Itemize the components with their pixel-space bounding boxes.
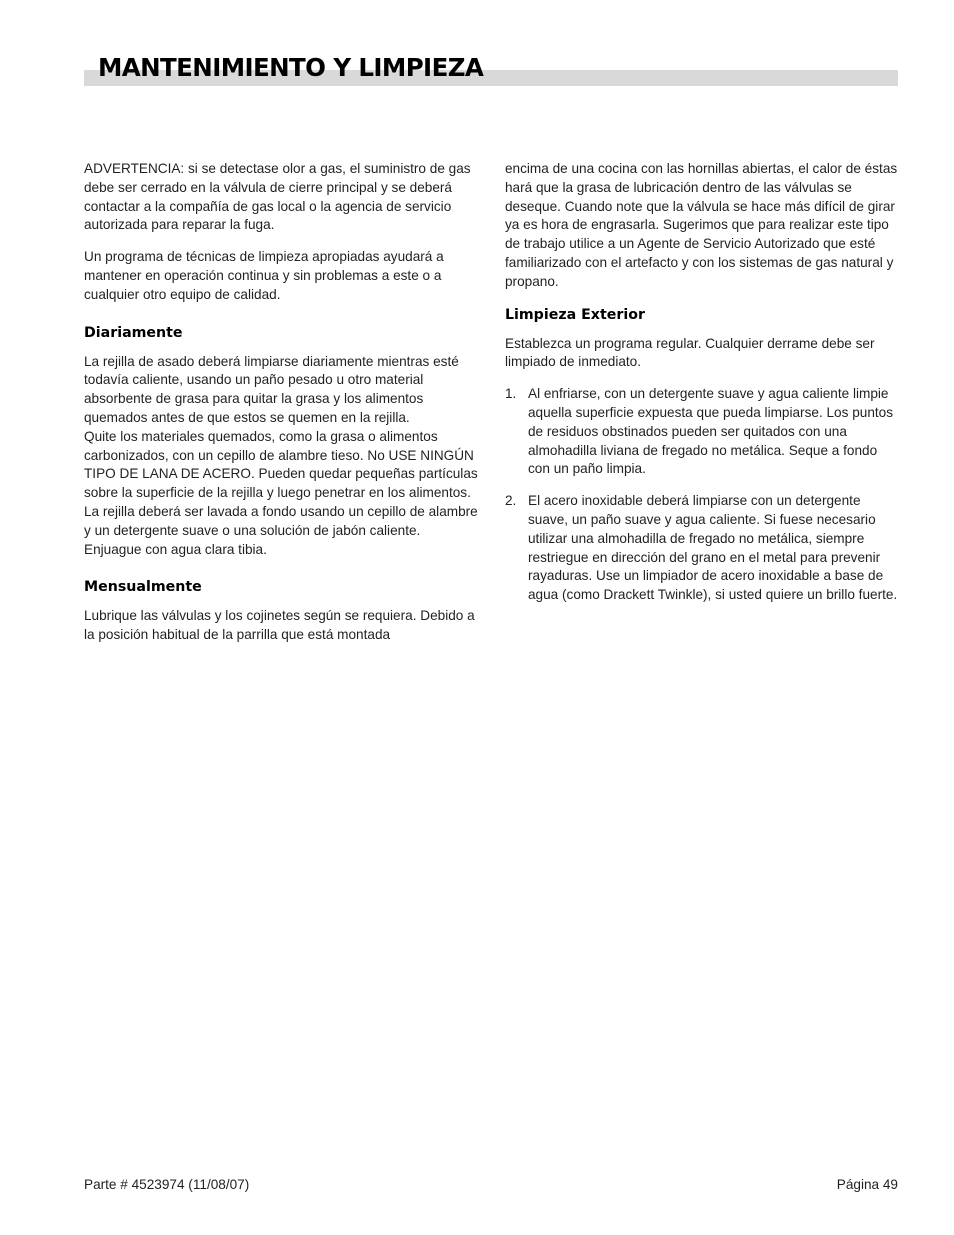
list-item-number: 2.	[505, 493, 517, 509]
exterior-heading: Limpieza Exterior	[505, 306, 645, 323]
daily-heading: Diariamente	[84, 324, 183, 341]
list-item-text: Al enfriarse, con un detergente suave y agua caliente limpie aquella superficie expuesta que pueda limpiarse. Los puntos de residuos obstinados pueden ser quitados con una almohadilla liviana de fregado no metálica. Seque a fondo con un paño limpia.	[528, 386, 894, 477]
page-title: MANTENIMIENTO Y LIMPIEZA	[98, 53, 484, 82]
monthly-paragraph-start: Lubrique las válvulas y los cojinetes según se requiera. Debido a la posición habitual de la parrilla que está montada	[84, 608, 475, 643]
daily-paragraph-2: Quite los materiales quemados, como la grasa o alimentos carbonizados, con un cepillo de alambre tieso. No USE NINGÚN TIPO DE LANA DE ACERO. Pueden quedar pequeñas partículas sobre la superficie de la rejilla y luego penetrar en los alimentos. La rejilla deberá ser lavada a fondo usando un cepillo de alambre y un detergente suave o una solución de jabón caliente. Enjuague con agua clara tibia.	[84, 428, 478, 557]
left-column	[84, 160, 480, 645]
list-item-number: 1.	[505, 386, 517, 402]
right-column	[505, 160, 900, 618]
list-item	[505, 385, 900, 479]
monthly-heading: Mensualmente	[84, 579, 202, 596]
exterior-intro: Establezca un programa regular. Cualquier derrame debe ser limpiado de inmediato.	[505, 335, 875, 370]
warning-paragraph: ADVERTENCIA: si se detectase olor a gas, el suministro de gas debe ser cerrado en la válvula de cierre principal y se deberá contactar a la compañía de gas local o la agencia de servicio autorizada para reparar la fuga.	[84, 161, 471, 233]
daily-paragraph-1: La rejilla de asado deberá limpiarse diariamente mientras esté todavía caliente, usando un paño pesado u otro material absorbente de grasa para quitar la grasa y los alimentos quemados antes de que estos se quemen en la rejilla.	[84, 353, 459, 425]
footer-part-number: Parte # 4523974 (11/08/07)	[84, 1177, 250, 1192]
footer-page-number: Página 49	[836, 1177, 898, 1192]
intro-paragraph: Un programa de técnicas de limpieza apropiadas ayudará a mantener en operación continua y sin problemas a este o a cualquier otro equipo de calidad.	[84, 249, 444, 302]
exterior-steps-list	[505, 385, 900, 605]
monthly-paragraph-continued: encima de una cocina con las hornillas abiertas, el calor de éstas hará que la grasa de lubricación dentro de las válvulas se deseque. Cuando note que la válvula se hace más difícil de girar ya es hora de engrasarla. Sugerimos que para realizar este tipo de trabajo utilice a un Agente de Servicio Autorizado que esté familiarizado con el artefacto y con los sistemas de gas natural y propano.	[505, 161, 898, 289]
list-item	[505, 492, 900, 605]
list-item-text: El acero inoxidable deberá limpiarse con un detergente suave, un paño suave y agua caliente. Si fuese necesario utilizar una almohadilla de fregado no metálica, siempre restriegue en dirección del grano en el metal para prevenir rayaduras. Use un limpiador de acero inoxidable a base de agua (como Drackett Twinkle), si usted quiere un brillo fuerte.	[528, 493, 898, 603]
